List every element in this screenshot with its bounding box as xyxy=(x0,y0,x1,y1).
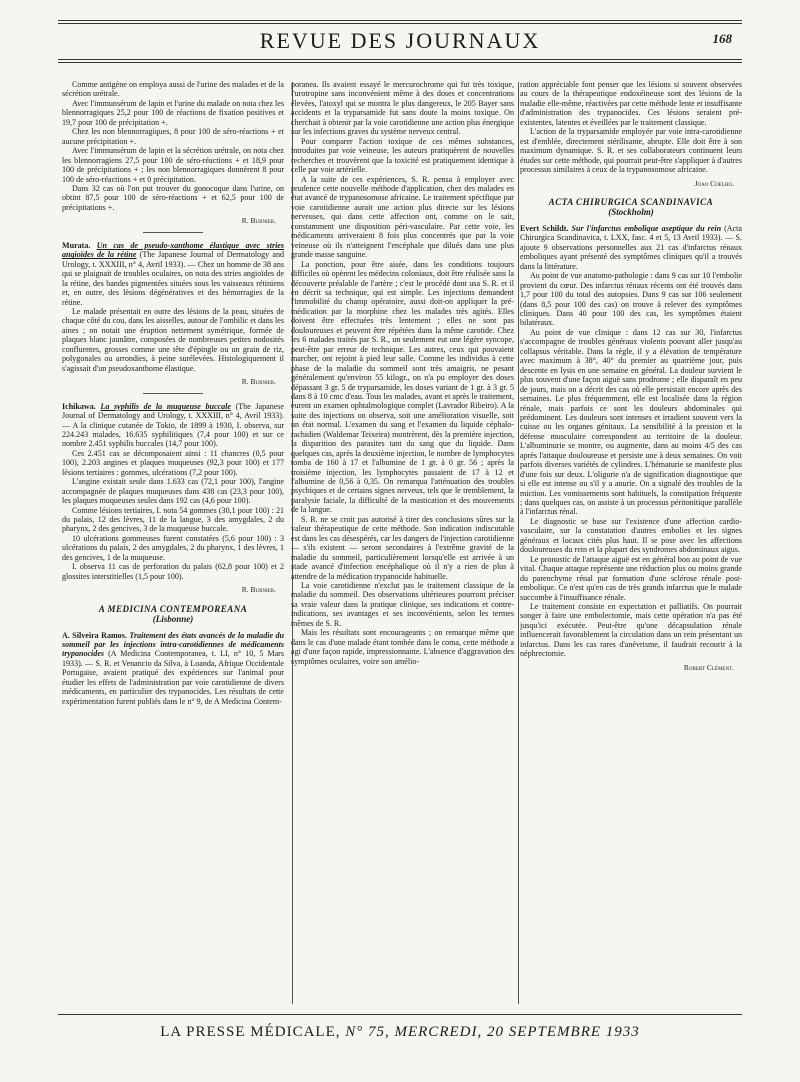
paragraph: I. observa 11 cas de perforation du palais (62,8 pour 100) et 2 glossites interstitielles (1,5 pour 100). xyxy=(62,562,284,581)
column-1 xyxy=(62,80,284,1010)
article-author: A. Silveira Ramos. xyxy=(62,630,127,640)
paragraph: poranea. Ils avaient essayé le mercurochrome qui fut très toxique, l'urotropine sans inconvénient même à des doses et concentrations élevées, l'atoxyl qui se montra le plus dangereux, le 205 Bayer sans accidents et la tryparsamide fut sans doute la moins toxique. On cherchait à obtenir par la voie carotidienne une action plus énergique sur les infections graves du système nerveux central. xyxy=(291,80,514,137)
paragraph: Chez les non blennorragiques, 8 pour 100 de séro-réactions + et aucune précipitation +. xyxy=(62,127,284,146)
paragraph: Le pronostic de l'attaque aiguë est en général bon au point de vue vital. Chaque attaque représente une réduction plus ou moins grande du parenchyme rénal par formation d'une sclérose rénale post-embolique. Ce n'est qu'en cas de très grands infarctus que le malade succombe à l'insuffisance rénale. xyxy=(520,554,742,602)
paragraph: Comme lésions tertiaires, I. nota 54 gommes (30,1 pour 100) : 21 du palais, 12 des lèvres, 11 de la langue, 3 des amygdales, 2 du pharynx, 2 des gencives, 3 de la muqueuse buccale. xyxy=(62,505,284,534)
top-rule-1 xyxy=(58,20,742,21)
column-2 xyxy=(291,80,514,1010)
author-signature: R. Burnier. xyxy=(241,216,276,226)
journal-section-name: ACTA CHIRURGICA SCANDINAVICA xyxy=(548,196,714,207)
journal-section-title: REVUE DES JOURNAUX xyxy=(259,28,541,53)
header-rule-1 xyxy=(58,59,742,60)
paragraph: L'angine existait seule dans 1.633 cas (72,1 pour 100), l'angine accompagnée de plaques muqueuses dans 438 cas (23,3 pour 100), les plaques muqueuses seules dans 192 cas (4,6 pour 100). xyxy=(62,477,284,506)
article-author: Evert Schildt. xyxy=(520,223,569,233)
article-heading xyxy=(62,631,284,707)
article-heading xyxy=(62,241,284,307)
article-author: Murata. xyxy=(62,240,91,250)
footer-rule xyxy=(58,1014,742,1015)
paragraph: Le traitement consiste en expectation et palliatifs. On pourrait songer à faire une embolectomie, mais cette opération n'a pas été jusqu'ici exécutée. Peut-être qu'une décapsulation rénale influencerait favorablement la circulation dans un rein présentant un infarctus. Dans les cas rares d'anévrisme, il faudrait recourir à la néphrectomie. xyxy=(520,602,742,659)
author-signature: Robert Clément. xyxy=(683,662,734,672)
column-3 xyxy=(520,80,742,1010)
footer-issue: N° 75, MERCREDI, 20 SEPTEMBRE 1933 xyxy=(345,1024,640,1040)
article-title: Sur l'infarctus embolique aseptique du rein xyxy=(571,223,722,233)
paragraph: Ces 2.451 cas se décomposaient ainsi : 11 chancres (0,5 pour 100), 2.203 angines et plaques muqueuses (92,3 pour 100) et 177 lésions tertiaires : gommes, ulcérations (7,2 pour 100). xyxy=(62,448,284,477)
paragraph: Le malade présentait en outre des lésions de la peau, situées de chaque côté du cou, dans les aisselles, autour de l'ombilic et dans les aines ; on notait une éruption nettement symétrique, formée de plaques blanc jaunâtre, composées de nombreuses petites nodosités confluentes, grosses comme une tête d'épingle ou un grain de riz, polygonales ou arrondies, à peine surélevées. Histologiquement il s'agissait d'un pseudoxanthome élastique. xyxy=(62,306,284,373)
article-reference: (A Medicina Contemporanea, t. LI, n° 10, 5 Mars 1933). — S. R. et Venancio da Silva, à Loanda, Afrique Occidentale Portugaise, avaient pratiqué des expériences sur l'animal pour étudier les effets de l'administration par voie carotidienne de divers médicaments, en particulier des trypanocides. Les résultats de cette expérimentation furent publiés dans le n° 9, de A Medicina Contem- xyxy=(62,649,284,706)
author-signature: R. Burnier. xyxy=(241,585,276,595)
article-heading xyxy=(520,224,742,271)
paragraph: A la suite de ces expériences, S. R. pensa à employer avec prudence cette nouvelle méthode d'application, chez des malades en état avancé de trypanosomose africaine. Le traitement spécifique par voie carotidienne aurait une action plus directe sur les lésions nerveuses, qui dans cette affection ont, comme on le sait, constamment une disposition péri-vasculaire. Par cette voie, les médicaments arriveraient 8 fois plus concentrés que par la voie veineuse où ils n'atteignent l'encéphale que dilués dans une plus grande masse sanguine. xyxy=(291,174,514,260)
article-reference: (Acta Chirurgica Scandinavica, t. LXX, fasc. 4 et 5, 13 Avril 1933). — S. ajoute 9 observations personnelles aux 21 cas d'infarctus rénaux emboliques ayant présenté des symptômes cliniques qu'il a trouvés dans la littérature. xyxy=(520,223,742,271)
top-rule-2 xyxy=(58,23,742,24)
paragraph: Dans 32 cas où l'on put trouver du gonocoque dans l'urine, on obtint 87,5 pour 100 de séro-réactions + et 62,5 pour 100 de précipitations +. xyxy=(62,183,284,212)
article-reference: (The Japanese Journal of Dermatology and Urology, t. XXXIII, n° 4, Avril 1933). — Chez un homme de 38 ans qui se plaignait de troubles oculaires, on nota des stries angioïdes de la rétine, des bandes pigmentées situées sous les vaisseaux rétiniens et, en outre, des lésions dégénératives et des hémorragies de la rétine. xyxy=(62,250,284,307)
paragraph: Au point de vue anatomo-pathologie : dans 9 cas sur 10 l'embolie provient du cœur. Des infarctus rénaux récents ont été trouvés dans 1,7 pour 100 du total des autopsies. Dans 9 cas sur 106 seulement (dans 8,5 pour 100 des cas) on trouve à relever des symptômes cliniques. Dans 40 pour 100 des cas, les symptômes étaient bilatéraux. xyxy=(520,271,742,328)
separator-rule xyxy=(143,393,203,394)
article-title: La syphilis de la muqueuse buccale xyxy=(100,401,231,411)
paragraph: Avec l'immunsérum de lapin et l'urine du malade on nota chez les blennorragiques 25,2 pour 100 de réactions de fixation positives et 19,7 pour 100 de précipitation +. xyxy=(62,98,284,127)
page-footer xyxy=(58,1024,742,1041)
author-signature: R. Burnier. xyxy=(241,377,276,387)
journal-section-city: (Lisbonne) xyxy=(152,614,194,625)
article-author: Ichikawa. xyxy=(62,401,96,411)
paragraph: ration appréciable font penser que les lésions si souvent observées au cours de la thérapeutique endoxéineuse sont des lésions de la maladie elle-même, réactivées par cette méthode lente et insuffisante d'administration des trypanocides. Ces lésions seraient pré-existentes, latentes et éveillées par le traitement classique. xyxy=(520,80,742,127)
article-title: Un cas de pseudo-xanthome élastique avec stries angioïdes de la rétine xyxy=(62,240,284,260)
paragraph: Mais les résultats sont encourageants ; on remarque même que dans le cas d'une malade étant tombée dans le coma, cette méthode a agi d'une façon rapide, impressionnante. L'absence d'aggravation des symptômes oculaires, voire son amélio- xyxy=(291,628,514,666)
paragraph: Comme antigène on employa aussi de l'urine des malades et de la sécrétion urétrale. xyxy=(62,80,284,99)
article-heading xyxy=(62,402,284,449)
paragraph: 10 ulcérations gommeuses furent constatées (5,6 pour 100) : 3 ulcérations du palais, 2 des amygdales, 2 du pharynx, 1 des lèvres, 1 des gencives, 1 de la muqueuse. xyxy=(62,533,284,562)
paragraph: La voie carotidienne n'exclut pas le traitement classique de la maladie du sommeil. Des observations ultérieures pourront préciser sa vraie valeur dans la pratique clinique, ses indications et contre-indications, ses avantages et ses inconvénients, selon les termes mêmes de S. R. xyxy=(291,581,514,628)
page-header xyxy=(58,27,742,57)
footer-journal: LA PRESSE MÉDICALE, xyxy=(160,1024,341,1040)
paragraph: L'action de la tryparsamide employée par voie intra-carotidienne est d'emblée, directement stérilisante, abrupte. Elle doit être à son maximum dynamique. S. R. et ses collaborateurs continuent leurs études sur cette méthode, qui pourrait peut-être s'appliquer à d'autres processus similaires à ceux de la trypanosomose africaine. xyxy=(520,127,742,175)
paragraph: S. R. ne se croit pas autorisé à tirer des conclusions sûres sur la valeur thérapeutique de cette méthode. Son indication indiscutable est dans les cas désespérés, car les dangers de l'injection carotidienne — s'ils existent — seront secondaires à l'extrême gravité de la maladie du sommeil, particulièrement lorsqu'elle est arrivée à un stade avancé d'infection encéphalique où il n'y a rien de plus à attendre de la médication trypanocide habituelle. xyxy=(291,514,514,581)
paragraph: La ponction, pour être aisée, dans les conditions toujours difficiles où opèrent les médecins coloniaux, doit être réalisée sans la découverte préalable de l'artère ; c'est le procédé dont usa S. R. et il en décrit sa technique, qui est simple. Les injections demandent l'immobilité du champ opératoire, aussi doit-on appliquer la pré-médication par la morphine chez les malades très agités. Elles doivent être effectuées très lentement ; elles ne sont pas douloureuses et peuvent être répétées dans la même carotide. Chez les 6 malades traités par S. R., un seulement eut une légère syncope, peut-être par erreur de technique. Les autres, ceux qui pouvaient marcher, ont rejoint à pied leur salle. Comme les individus à cette phase de la maladie du sommeil sont très amaigris, ne pesant généralement qu'environ 55 kilogr., on n'a pu employer des doses dépassant 3 gr. 5 de tryparsamide, les doses variant de 1 gr. à 3 gr. 5 dans 8 à 10 cmc d'eau. Tous les malades, avant et après le traitement, eurent un examen ophtalmologique complet (Lavrador Ribeiro). A la suite des injections on observa, soit une amélioration visuelle, soit un état normal. L'examen du sang et l'examen du liquide céphalo-rachidien (Waldemar Teixeira) montrèrent, dès la première injection, la disparition des parasites tant du sang que du liquide. Dans quelques cas, après la deuxième injection, le nombre de lymphocytes tomba de 160 à 17 et l'albumine de 1 gr. à 0 gr. 56 ; après la troisième injection, les lymphocytes passaient de 17 à 12 et l'albumine de 0,56 à 0,35. On remarqua l'atténuation des troubles psychiques et de certains signes nerveux, tels que le tremblement, la paralysie faciale, la difficulté de la mastication et des mouvements de la langue. xyxy=(291,259,514,515)
paragraph: Au point de vue clinique : dans 12 cas sur 30, l'infarctus s'accompagne de troubles généraux violents pouvant aller jusqu'au collapsus véritable. Dans la règle, il y a élévation de température avec maximum à 38°, 40° du premier au quatrième jour, puis descente en lysis en une semaine en général. La douleur survient le plus souvent d'une façon aiguë sans prodrome ; elle disparaît en peu de jours, mais on a décrit des cas où elle persistait encore après des semaines. Le plus fréquemment, elle est localisée dans la région rénale, mais parfois ce sont les douleurs abdominales qui prédominent. Les douleurs sont intenses et irradient souvent vers la cuisse ou les organes génitaux. La sensibilité à la pression et la défense musculaire correspondent au territoire de la douleur. L'albuminurie se montre, ou augmente, dans au moins 4/5 des cas après l'attaque douloureuse et persiste une à deux semaines. On voit parfois diverses variétés de cylindres. L'hématurie se manifeste plus d'une fois sur deux. L'oligurie n'a de signification diagnostique que si elle est intense ou s'il y a anurie. On a signalé des troubles de la miction. Les vomissements sont habituels, la constipation fréquente ; dans quelques cas, on assiste à un processus péritonitique parallèle à l'infarctus rénal. xyxy=(520,327,742,517)
paragraph: Le diagnostic se base sur l'existence d'une affection cardio-vasculaire, sur la constatation d'autres embolies et les signes généraux et locaux cités plus haut. Il se pose avec les affections douloureuses du rein et la plupart des syndromes abdominaux aigus. xyxy=(520,516,742,555)
article-reference: (The Japanese Journal of Dermatology and Urology, t. XXXIII, n° 4, Avril 1933). — A la clinique cutanée de Tokio, de 1899 à 1930, I. observa, sur 224.243 malades, 16.635 syphilitiques (7,4 pour 100) et sur ce nombre 2.451 syphilis buccales (14,7 pour 100). xyxy=(62,401,284,449)
author-signature: Joao Coelho. xyxy=(694,178,734,188)
header-rule-2 xyxy=(58,62,742,63)
journal-section-city: (Stockholm) xyxy=(608,207,654,218)
journal-section-name: A MEDICINA CONTEMPOREANA xyxy=(98,603,248,614)
column-divider xyxy=(518,82,519,1004)
paragraph: Pour comparer l'action toxique de ces mêmes substances, introduites par voie veineuse, les auteurs pratiquèrent de nouvelles recherches et trouvèrent que la toxicité est pratiquement identique à celle par voie artérielle. xyxy=(291,136,514,175)
page-number: 168 xyxy=(712,31,732,46)
article-title: Traitement des états avancés de la maladie du sommeil par les injections intra-carotidiennes de médicaments trypanocides xyxy=(62,630,284,659)
paragraph: Avec l'immunsérum de lapin et la sécrétion urétrale, on nota chez les blennorragiens 27,5 pour 100 de séro-réactions + et 18,9 pour 100 de précipitations + ; les non blennorragiques donnèrent 8 pour 100 de séro-réactions + et 0 précipitation. xyxy=(62,146,284,184)
separator-rule xyxy=(143,232,203,233)
